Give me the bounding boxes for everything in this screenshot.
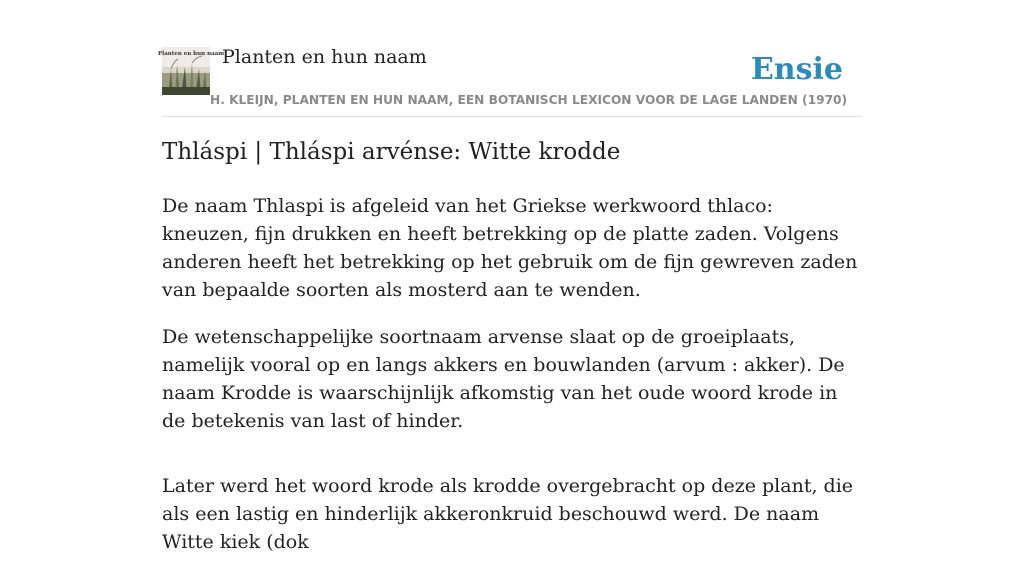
book-title[interactable]: Planten en hun naam (222, 46, 427, 68)
article-body (162, 192, 864, 575)
cover-text: Planten en hun naam (157, 51, 225, 57)
paragraph: De naam Thlaspi is afgeleid van het Griekse werkwoord thlaco: kneuzen, fijn drukken en heeft betrekking op de platte zaden. Volgens anderen heeft het betrekking op het gebruik om de fijn gewreven zaden van bepaalde soorten als mosterd aan te wenden. (162, 195, 858, 301)
brand-logo[interactable]: Ensie (750, 52, 843, 87)
source-citation: H. KLEIJN, PLANTEN EN HUN NAAM, EEN BOTANISCH LEXICON VOOR DE LAGE LANDEN (1970) (210, 93, 848, 107)
book-cover-image[interactable] (157, 47, 225, 95)
paragraph: De wetenschappelijke soortnaam arvense slaat op de groeiplaats, namelijk vooral op en langs akkers en bouwlanden (arvum : akker). De naam Krodde is waarschijnlijk afkomstig van het oude woord krode in de betekenis van last of hinder. (162, 326, 845, 432)
paragraph: Later werd het woord krode als krodde overgebracht op deze plant, die als een lastig en hinderlijk akkeronkruid beschouwd werd. De naam Witte kiek (dok (162, 475, 854, 553)
article-title: Thláspi | Thláspi arvénse: Witte krodde (162, 139, 621, 165)
header (157, 46, 862, 117)
